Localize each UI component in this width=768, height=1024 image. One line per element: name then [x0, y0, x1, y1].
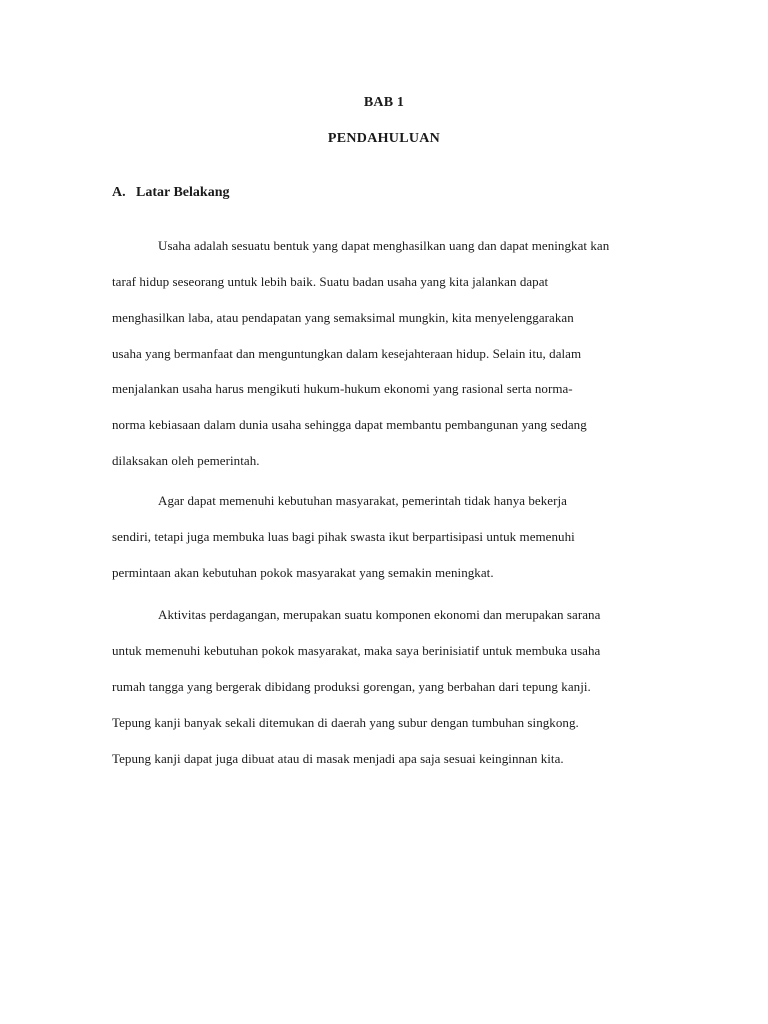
paragraph-3-line-3: rumah tangga yang bergerak dibidang produksi gorengan, yang berbahan dari tepung kanji.	[112, 679, 591, 694]
paragraph-3-line-1: Aktivitas perdagangan, merupakan suatu komponen ekonomi dan merupakan sarana	[158, 607, 601, 622]
paragraph-1-line-1: Usaha adalah sesuatu bentuk yang dapat menghasilkan uang dan dapat meningkat kan	[158, 238, 610, 253]
paragraph-1-line-4: usaha yang bermanfaat dan menguntungkan dalam kesejahteraan hidup. Selain itu, dalam	[112, 346, 582, 361]
paragraph-3-line-5: Tepung kanji dapat juga dibuat atau di masak menjadi apa saja sesuai keinginnan kita.	[112, 751, 564, 766]
paragraph-3-line-4: Tepung kanji banyak sekali ditemukan di daerah yang subur dengan tumbuhan singkong.	[112, 715, 579, 730]
paragraph-2-line-1: Agar dapat memenuhi kebutuhan masyarakat, pemerintah tidak hanya bekerja	[158, 493, 567, 508]
section-heading	[112, 184, 229, 202]
section-title: Latar Belakang	[136, 185, 230, 200]
chapter-title: PENDAHULUAN	[327, 131, 441, 146]
paragraph-1-line-6: norma kebiasaan dalam dunia usaha sehingga dapat membantu pembangunan yang sedang	[112, 417, 587, 432]
section-letter: A.	[112, 185, 126, 200]
paragraph-3-line-2: untuk memenuhi kebutuhan pokok masyarakat, maka saya berinisiatif untuk membuka usaha	[112, 643, 601, 658]
paragraph-1-line-5: menjalankan usaha harus mengikuti hukum-hukum ekonomi yang rasional serta norma-	[112, 381, 573, 396]
paragraph-1-line-3: menghasilkan laba, atau pendapatan yang semaksimal mungkin, kita menyelenggarakan	[112, 310, 574, 325]
paragraph-2-line-3: permintaan akan kebutuhan pokok masyarakat yang semakin meningkat.	[112, 565, 494, 580]
paragraph-1-line-7: dilaksakan oleh pemerintah.	[112, 453, 260, 468]
paragraph-1-line-2: taraf hidup seseorang untuk lebih baik. Suatu badan usaha yang kita jalankan dapat	[112, 274, 549, 289]
paragraph-2-line-2: sendiri, tetapi juga membuka luas bagi pihak swasta ikut berpartisipasi untuk memenuhi	[112, 529, 575, 544]
chapter-label: BAB 1	[363, 95, 405, 110]
